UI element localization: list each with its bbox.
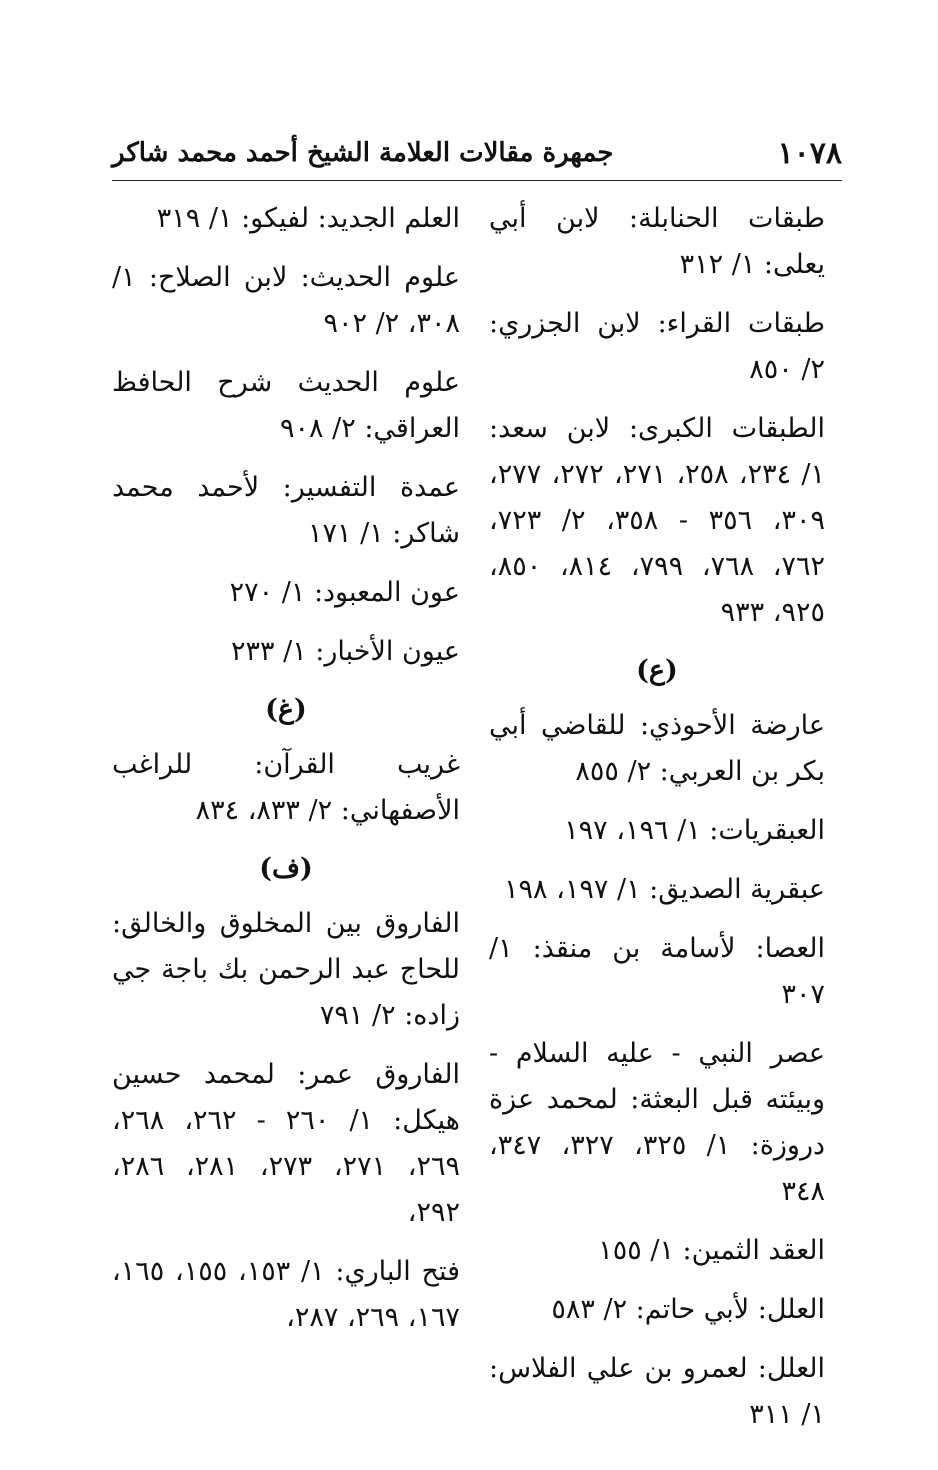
index-entry: عمدة التفسير: لأحمد محمد شاكر: ١/ ١٧١ xyxy=(112,472,460,549)
index-entry: طبقات الحنابلة: لابن أبي يعلى: ١/ ٣١٢ xyxy=(489,203,825,280)
index-entry: العلل: لعمرو بن علي الفلاس: ١/ ٣١١ xyxy=(489,1353,825,1430)
index-entry: عيون الأخبار: ١/ ٢٣٣ xyxy=(230,636,460,667)
index-entry: عارضة الأحوذي: للقاضي أبي بكر بن العربي: ٢/ ٨٥٥ xyxy=(489,710,825,787)
left-column xyxy=(112,196,460,1354)
index-entry: العقد الثمين: ١/ ١٥٥ xyxy=(598,1235,825,1266)
index-entry: الفاروق عمر: لمحمد حسين هيكل: ١/ ٢٦٠ - ٢٦٢، ٢٦٨، ٢٦٩، ٢٧١، ٢٧٣، ٢٨١، ٢٨٦، ٢٩٢، xyxy=(112,1059,461,1228)
section-heading-ain: (ع) xyxy=(636,655,678,686)
index-entry: عون المعبود: ١/ ٢٧٠ xyxy=(229,577,460,608)
header-rule xyxy=(112,180,842,181)
index-entry: العصا: لأسامة بن منقذ: ١/ ٣٠٧ xyxy=(489,933,825,1010)
index-entry: العبقريات: ١/ ١٩٦، ١٩٧ xyxy=(564,815,825,846)
page-header xyxy=(112,128,842,178)
index-entry: فتح الباري: ١/ ١٥٣، ١٥٥، ١٦٥، ١٦٧، ٢٦٩، ٢٨٧، xyxy=(112,1256,461,1333)
index-entry: الفاروق بين المخلوق والخالق: للحاج عبد الرحمن بك باجة جي زاده: ٢/ ٧٩١ xyxy=(112,908,460,1031)
index-entry: علوم الحديث: لابن الصلاح: ١/ ٣٠٨، ٢/ ٩٠٢ xyxy=(112,262,460,339)
index-entry: عصر النبي - عليه السلام - وبيئته قبل البعثة: لمحمد عزة دروزة: ١/ ٣٢٥، ٣٢٧، ٣٤٧، ٣٤٨ xyxy=(489,1038,826,1207)
index-entry: العلم الجديد: لفيكو: ١/ ٣١٩ xyxy=(156,203,460,234)
index-entry: عبقرية الصديق: ١/ ١٩٧، ١٩٨ xyxy=(504,874,825,905)
section-heading-ghain: (غ) xyxy=(265,694,307,725)
index-entry: الطبقات الكبرى: لابن سعد: ١/ ٢٣٤، ٢٥٨، ٢٧١، ٢٧٢، ٢٧٧، ٣٠٩، ٣٥٦ - ٣٥٨، ٢/ ٧٢٣، ٧٦٢، ٧٦٨، ٧٩٩، ٨١٤، ٨٥٠، ٩٢٥، ٩٣٣ xyxy=(489,413,826,628)
index-entry: العلل: لأبي حاتم: ٢/ ٥٨٣ xyxy=(551,1294,825,1325)
running-title: جمهرة مقالات العلامة الشيخ أحمد محمد شاكر xyxy=(112,138,614,168)
page-number: ١٠٧٨ xyxy=(777,135,842,171)
right-column xyxy=(489,196,825,1451)
index-entry: غريب القرآن: للراغب الأصفهاني: ٢/ ٨٣٣، ٨٣٤ xyxy=(112,749,460,826)
index-entry: علوم الحديث شرح الحافظ العراقي: ٢/ ٩٠٨ xyxy=(112,367,460,444)
index-entry: طبقات القراء: لابن الجزري: ٢/ ٨٥٠ xyxy=(489,308,825,385)
section-heading-fa: (ف) xyxy=(259,853,313,884)
